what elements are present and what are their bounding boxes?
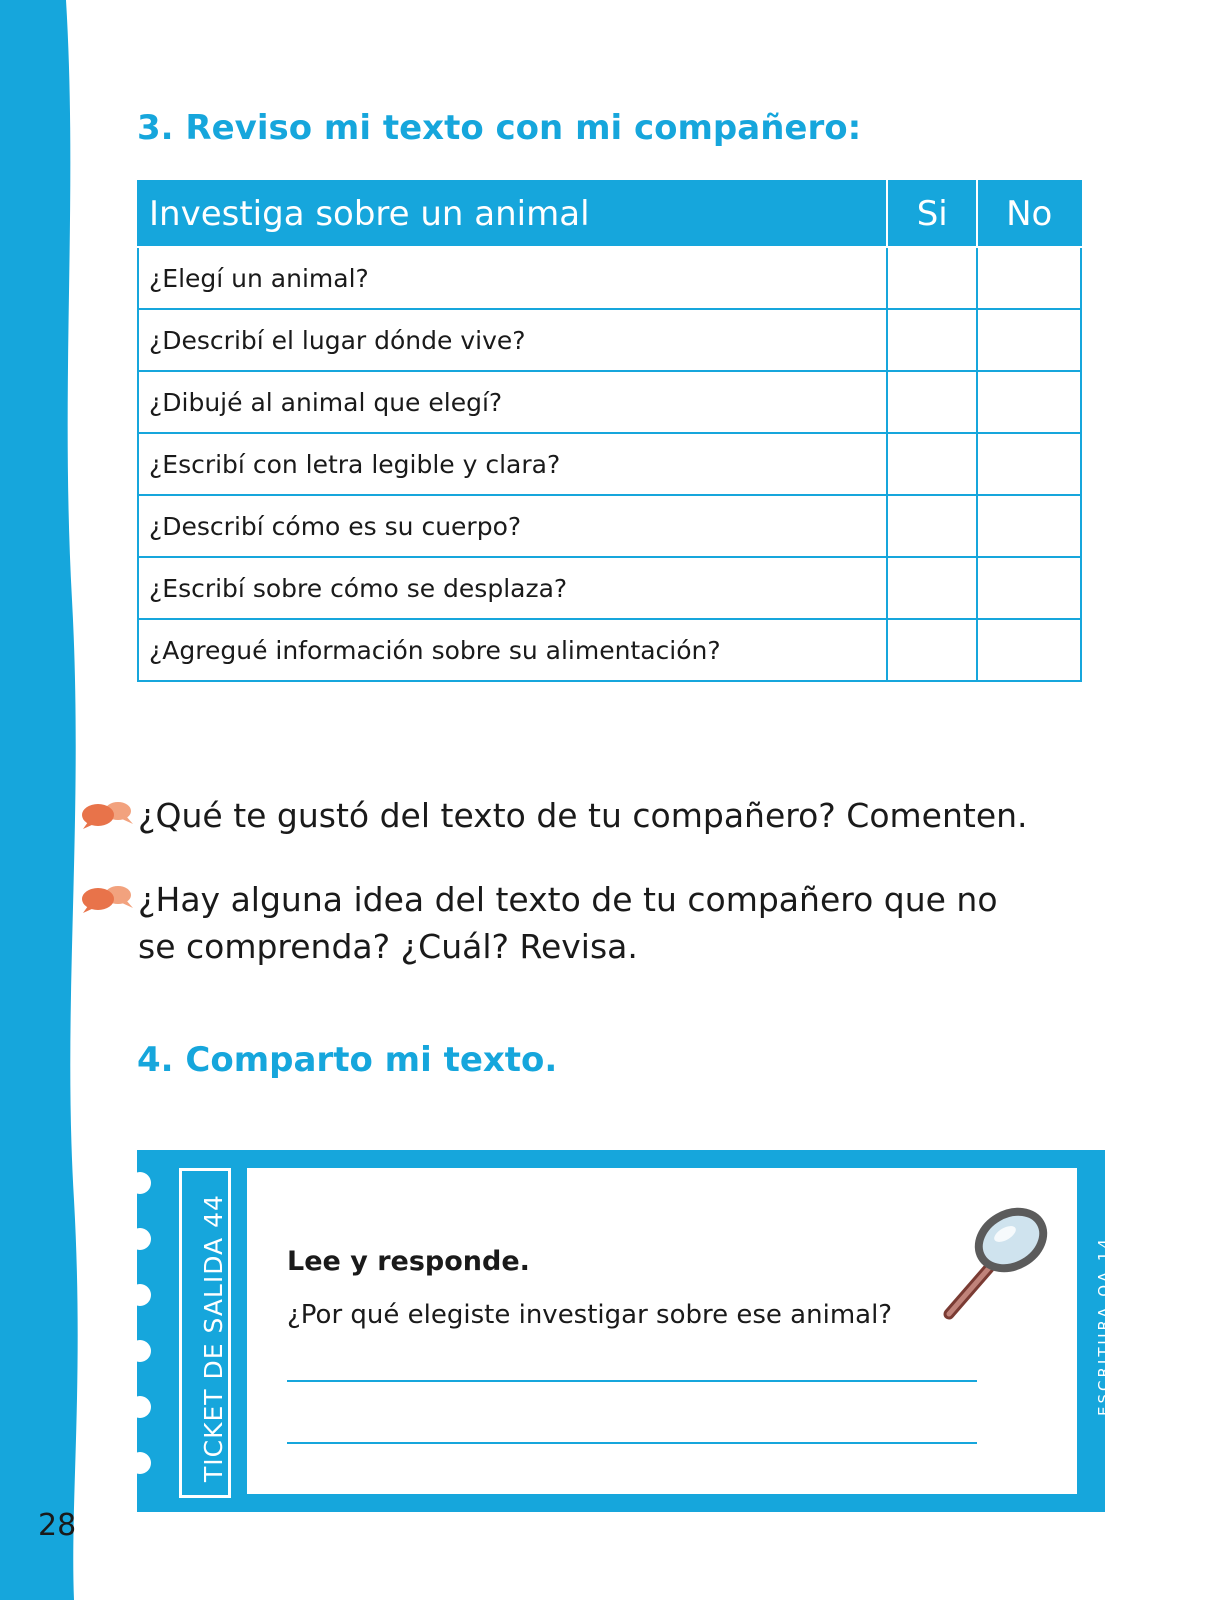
checklist-question: ¿Elegí un animal? xyxy=(138,247,887,309)
checklist-yes-cell[interactable] xyxy=(887,247,977,309)
section-3-heading: 3. Reviso mi texto con mi compañero: xyxy=(137,108,862,148)
checklist-row xyxy=(138,433,1081,495)
checklist-row xyxy=(138,247,1081,309)
side-band xyxy=(0,0,90,1600)
checklist-question: ¿Dibujé al animal que elegí? xyxy=(138,371,887,433)
ticket-label: TICKET DE SALIDA 44 xyxy=(199,1194,228,1482)
ticket-card xyxy=(247,1168,1077,1494)
checklist-yes-cell[interactable] xyxy=(887,371,977,433)
answer-line[interactable] xyxy=(287,1442,977,1444)
checklist-yes-cell[interactable] xyxy=(887,433,977,495)
checklist-row xyxy=(138,371,1081,433)
checklist-question: ¿Escribí sobre cómo se desplaza? xyxy=(138,557,887,619)
ticket-instruction: Lee y responde. xyxy=(287,1246,530,1277)
checklist-yes-cell[interactable] xyxy=(887,619,977,681)
speech-bubbles-icon xyxy=(80,884,134,914)
answer-line[interactable] xyxy=(287,1380,977,1382)
checklist-table xyxy=(137,180,1082,682)
checklist-question: ¿Escribí con letra legible y clara? xyxy=(138,433,887,495)
checklist-no-cell[interactable] xyxy=(977,433,1081,495)
checklist-no-cell[interactable] xyxy=(977,495,1081,557)
checklist-header-yes: Si xyxy=(887,181,977,247)
checklist-no-cell[interactable] xyxy=(977,247,1081,309)
checklist-no-cell[interactable] xyxy=(977,557,1081,619)
checklist-no-cell[interactable] xyxy=(977,309,1081,371)
magnifying-glass-icon xyxy=(935,1196,1055,1326)
page-number: 28 xyxy=(38,1508,77,1543)
exit-ticket xyxy=(137,1150,1113,1512)
checklist-question: ¿Describí cómo es su cuerpo? xyxy=(138,495,887,557)
prompt-text: ¿Qué te gustó del texto de tu compañero? Comenten. xyxy=(138,796,1028,835)
checklist-yes-cell[interactable] xyxy=(887,495,977,557)
checklist-row xyxy=(138,309,1081,371)
ticket-notch xyxy=(129,1172,151,1194)
ticket-notch xyxy=(129,1396,151,1418)
ticket-question: ¿Por qué elegiste investigar sobre ese animal? xyxy=(287,1300,893,1330)
checklist-question: ¿Describí el lugar dónde vive? xyxy=(138,309,887,371)
checklist-header-row xyxy=(138,181,1081,247)
checklist-header-question: Investiga sobre un animal xyxy=(138,181,887,247)
checklist-row xyxy=(138,557,1081,619)
checklist-no-cell[interactable] xyxy=(977,619,1081,681)
checklist-no-cell[interactable] xyxy=(977,371,1081,433)
checklist-row xyxy=(138,619,1081,681)
ticket-notch xyxy=(129,1284,151,1306)
checklist-row xyxy=(138,495,1081,557)
prompt-text: ¿Hay alguna idea del texto de tu compañero que no se comprenda? ¿Cuál? Revisa. xyxy=(138,880,998,966)
checklist-yes-cell[interactable] xyxy=(887,309,977,371)
ticket-notch xyxy=(129,1452,151,1474)
ticket-side-code: ESCRITURA OA 14 xyxy=(1095,1236,1113,1416)
section-4-heading: 4. Comparto mi texto. xyxy=(137,1040,558,1080)
speech-bubbles-icon xyxy=(80,800,134,830)
checklist-header-no: No xyxy=(977,181,1081,247)
ticket-notch xyxy=(129,1228,151,1250)
ticket-notch xyxy=(129,1340,151,1362)
checklist-yes-cell[interactable] xyxy=(887,557,977,619)
checklist-question: ¿Agregué información sobre su alimentación? xyxy=(138,619,887,681)
